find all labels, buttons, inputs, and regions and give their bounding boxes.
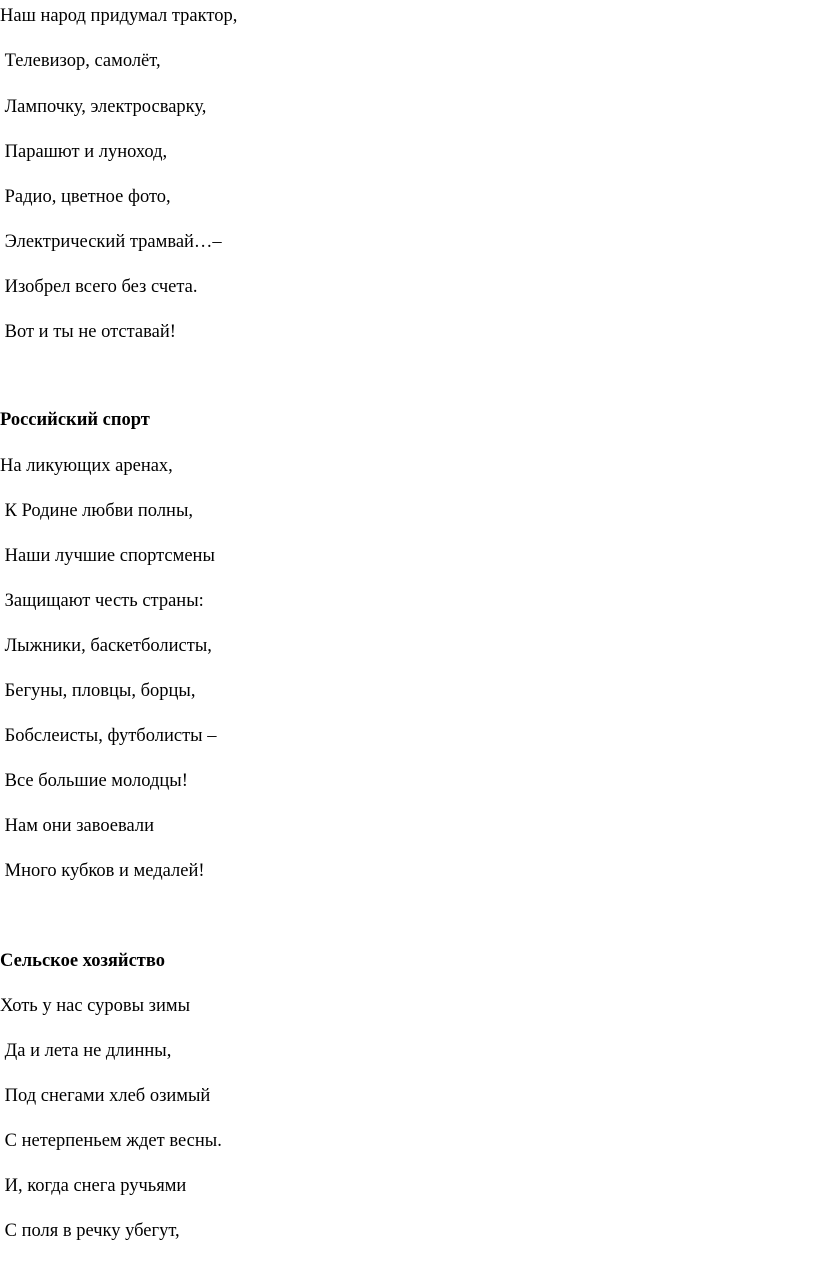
poem-line: К Родине любви полны, [0,501,194,521]
poem-line: С нетерпеньем ждет весны. [0,1131,222,1151]
poem-line: Радио, цветное фото, [0,187,171,207]
poem-line: Защищают честь страны: [0,591,204,611]
poem-line: Вот и ты не отставай! [0,322,176,342]
poem-line: Лампочку, электросварку, [0,97,207,117]
poem-line: Все большие молодцы! [0,771,188,791]
poem-line: Электрический трамвай…– [0,232,222,252]
poem-line: Бегуны, пловцы, борцы, [0,681,196,701]
poem-line: На ликующих аренах, [0,456,173,476]
poem-line: Изобрел всего без счета. [0,277,198,297]
poem-line: Парашют и луноход, [0,142,168,162]
poem-line: Да и лета не длинны, [0,1041,172,1061]
poem-line: Лыжники, баскетболисты, [0,636,212,656]
poem-line: Наш народ придумал трактор, [0,6,238,26]
poem-line: Нам они завоевали [0,816,155,836]
poem-line: Много кубков и медалей! [0,861,205,881]
poem-line: Под снегами хлеб озимый [0,1086,211,1106]
poem-line: И, когда снега ручьями [0,1176,187,1196]
poem-line: Наши лучшие спортсмены [0,546,215,566]
poem-line: С поля в речку убегут, [0,1221,180,1241]
poem-line: Бобслеисты, футболисты – [0,726,217,746]
section-heading-sport: Российский спорт [0,410,150,430]
section-heading-agriculture: Сельское хозяйство [0,951,165,971]
poem-line: Телевизор, самолёт, [0,51,161,71]
poem-line: Хоть у нас суровы зимы [0,996,191,1016]
